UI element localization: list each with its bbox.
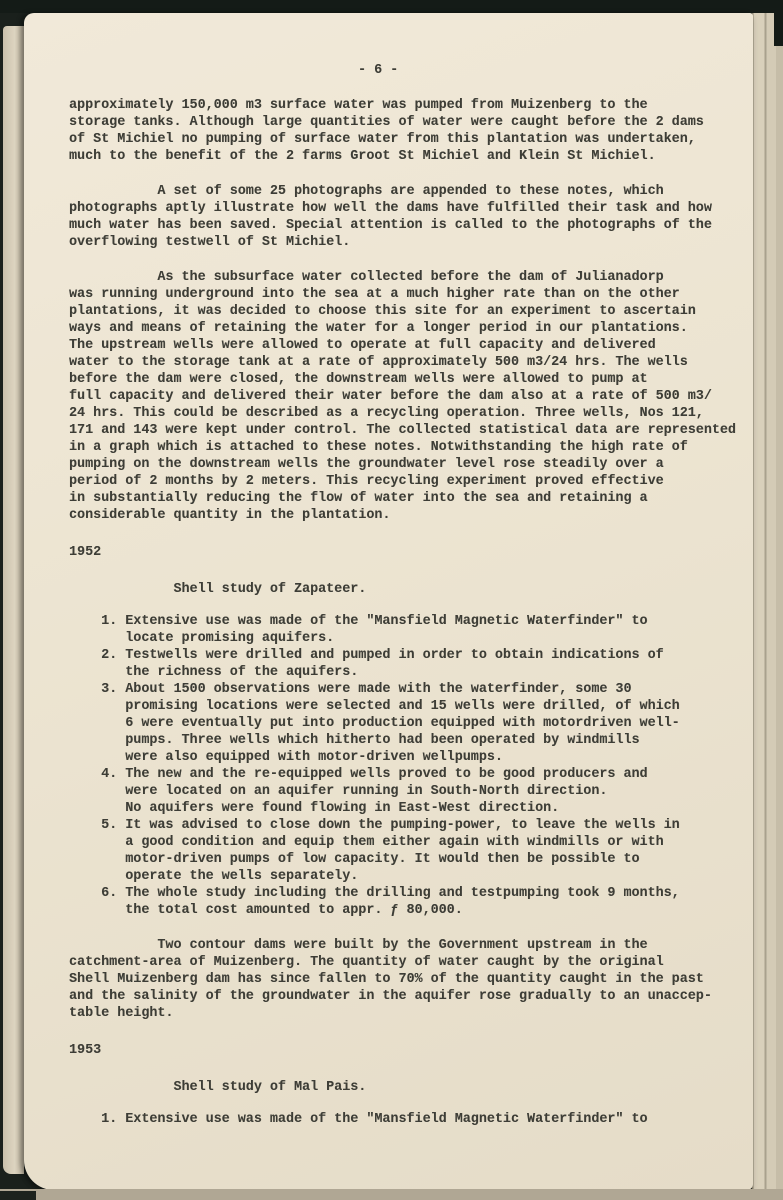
year-block bbox=[69, 544, 753, 561]
text-line: considerable quantity in the plantation. bbox=[69, 508, 391, 523]
text-line: full capacity and delivered their water before the dam also at a rate of 500 m3/ bbox=[69, 389, 712, 404]
list-item bbox=[69, 647, 753, 681]
text-line: Shell study of Mal Pais. bbox=[69, 1080, 367, 1095]
text-line: 1953 bbox=[69, 1043, 102, 1058]
text-line: As the subsurface water collected before the dam of Julianadorp bbox=[69, 270, 664, 285]
text-line: pumps. Three wells which hitherto had been operated by windmills bbox=[69, 733, 640, 748]
paragraph-block bbox=[69, 937, 753, 1022]
text-line: the total cost amounted to appr. ƒ 80,000. bbox=[69, 903, 463, 918]
text-line: much to the benefit of the 2 farms Groot St Michiel and Klein St Michiel. bbox=[69, 149, 656, 164]
text-line: promising locations were selected and 15 wells were drilled, of which bbox=[69, 699, 680, 714]
text-line: water to the storage tank at a rate of approximately 500 m3/24 hrs. The wells bbox=[69, 355, 688, 370]
text-line: of St Michiel no pumping of surface water from this plantation was undertaken, bbox=[69, 132, 696, 147]
text-line: the richness of the aquifers. bbox=[69, 665, 359, 680]
text-line: catchment-area of Muizenberg. The quantity of water caught by the original bbox=[69, 955, 664, 970]
text-line: 6 were eventually put into production equipped with motordriven well- bbox=[69, 716, 680, 731]
page-stack-edge-right bbox=[752, 13, 776, 1192]
text-line: in a graph which is attached to these notes. Notwithstanding the high rate of bbox=[69, 440, 688, 455]
text-line: and the salinity of the groundwater in the aquifer rose gradually to an unaccep- bbox=[69, 989, 712, 1004]
text-line: 3. About 1500 observations were made with the waterfinder, some 30 bbox=[69, 682, 632, 697]
page-stack-edge-left bbox=[3, 26, 24, 1174]
text-line: 5. It was advised to close down the pumping-power, to leave the wells in bbox=[69, 818, 680, 833]
book-edge-right bbox=[776, 44, 783, 1194]
list-item bbox=[69, 613, 753, 647]
list-item bbox=[69, 1111, 753, 1128]
text-line: A set of some 25 photographs are appended to these notes, which bbox=[69, 184, 664, 199]
text-line: 1. Extensive use was made of the "Mansfield Magnetic Waterfinder" to bbox=[69, 1112, 648, 1127]
text-line: 2. Testwells were drilled and pumped in order to obtain indications of bbox=[69, 648, 664, 663]
text-line: before the dam were closed, the downstream wells were allowed to pump at bbox=[69, 372, 648, 387]
text-line: overflowing testwell of St Michiel. bbox=[69, 235, 351, 250]
text-line: No aquifers were found flowing in East-West direction. bbox=[69, 801, 560, 816]
list-item bbox=[69, 817, 753, 885]
text-line: period of 2 months by 2 meters. This recycling experiment proved effective bbox=[69, 474, 664, 489]
text-line: 24 hrs. This could be described as a recycling operation. Three wells, Nos 121, bbox=[69, 406, 704, 421]
text-line: 1. Extensive use was made of the "Mansfield Magnetic Waterfinder" to bbox=[69, 614, 648, 629]
page-content bbox=[69, 97, 753, 1128]
book-cover-corner-bottom-left bbox=[0, 1191, 36, 1200]
text-line: storage tanks. Although large quantities of water were caught before the 2 dams bbox=[69, 115, 704, 130]
text-line: operate the wells separately. bbox=[69, 869, 359, 884]
text-line: 1952 bbox=[69, 545, 102, 560]
text-line: The upstream wells were allowed to operate at full capacity and delivered bbox=[69, 338, 656, 353]
numbered-list bbox=[69, 1111, 753, 1128]
year-block bbox=[69, 1042, 753, 1059]
text-line: Two contour dams were built by the Government upstream in the bbox=[69, 938, 648, 953]
text-line: ways and means of retaining the water for a longer period in our plantations. bbox=[69, 321, 688, 336]
heading-block bbox=[69, 581, 753, 598]
paragraph-block bbox=[69, 97, 753, 165]
book-cover-edge-top bbox=[0, 0, 783, 13]
list-item bbox=[69, 885, 753, 919]
text-line: were located on an aquifer running in South-North direction. bbox=[69, 784, 608, 799]
document-page bbox=[24, 13, 753, 1190]
list-item bbox=[69, 681, 753, 766]
paragraph-block bbox=[69, 269, 753, 524]
text-line: 171 and 143 were kept under control. The collected statistical data are represented bbox=[69, 423, 736, 438]
text-line: motor-driven pumps of low capacity. It would then be possible to bbox=[69, 852, 640, 867]
text-line: locate promising aquifers. bbox=[69, 631, 335, 646]
text-line: in substantially reducing the flow of water into the sea and retaining a bbox=[69, 491, 648, 506]
text-line: Shell study of Zapateer. bbox=[69, 582, 367, 597]
list-item bbox=[69, 766, 753, 817]
text-line: was running underground into the sea at a much higher rate than on the other bbox=[69, 287, 680, 302]
page-number: - 6 - bbox=[358, 63, 399, 78]
book-cover-corner-top-right bbox=[774, 0, 783, 46]
heading-block bbox=[69, 1079, 753, 1096]
text-line: plantations, it was decided to choose this site for an experiment to ascertain bbox=[69, 304, 696, 319]
text-line: photographs aptly illustrate how well the dams have fulfilled their task and how bbox=[69, 201, 712, 216]
text-line: Shell Muizenberg dam has since fallen to 70% of the quantity caught in the past bbox=[69, 972, 704, 987]
text-line: 4. The new and the re-equipped wells proved to be good producers and bbox=[69, 767, 648, 782]
text-line: much water has been saved. Special attention is called to the photographs of the bbox=[69, 218, 712, 233]
text-line: a good condition and equip them either again with windmills or with bbox=[69, 835, 664, 850]
paragraph-block bbox=[69, 183, 753, 251]
text-line: were also equipped with motor-driven wellpumps. bbox=[69, 750, 503, 765]
text-line: 6. The whole study including the drilling and testpumping took 9 months, bbox=[69, 886, 680, 901]
numbered-list bbox=[69, 613, 753, 919]
text-line: approximately 150,000 m3 surface water was pumped from Muizenberg to the bbox=[69, 98, 648, 113]
book-cover-edge-bottom bbox=[0, 1189, 783, 1200]
text-line: pumping on the downstream wells the groundwater level rose steadily over a bbox=[69, 457, 664, 472]
text-line: table height. bbox=[69, 1006, 174, 1021]
